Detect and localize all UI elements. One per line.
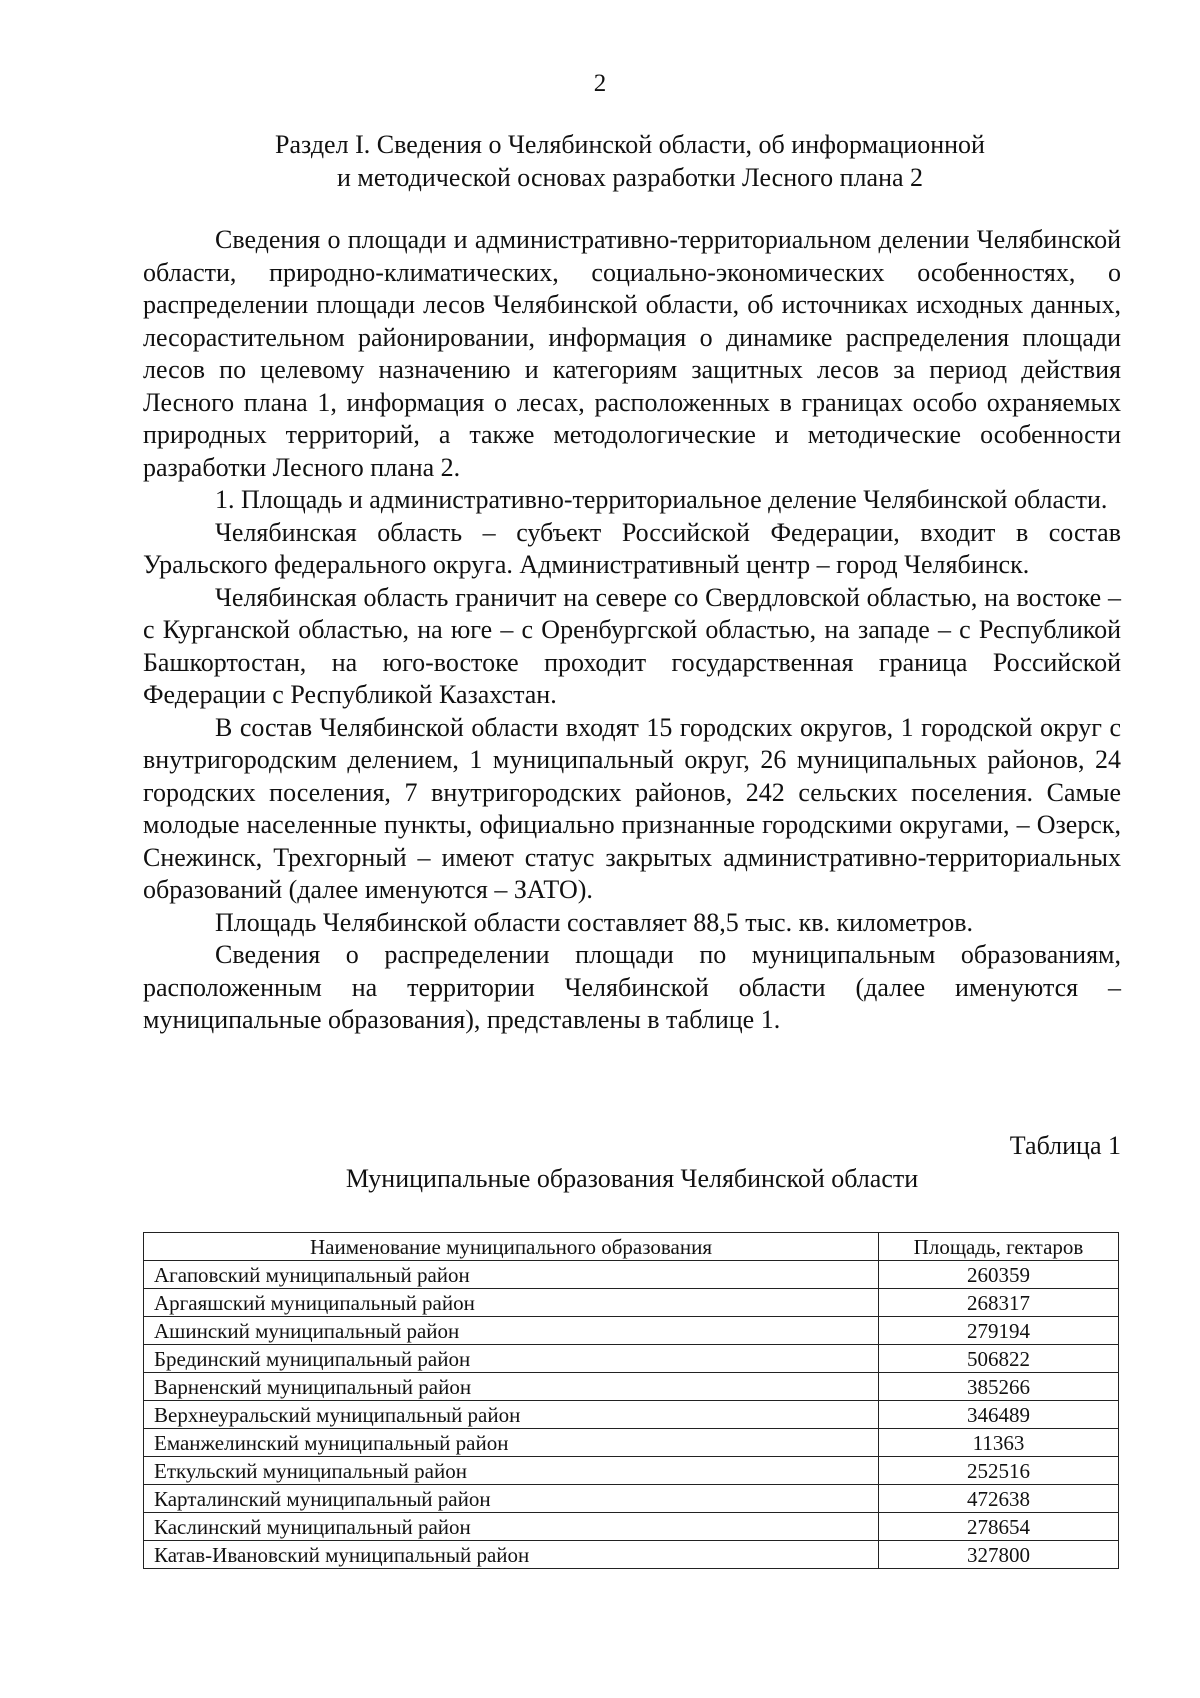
cell-name: Брединский муниципальный район	[144, 1345, 879, 1373]
municipalities-table	[143, 1232, 1119, 1569]
cell-area: 327800	[879, 1541, 1119, 1569]
table-row	[144, 1401, 1119, 1429]
table-row	[144, 1317, 1119, 1345]
table-row	[144, 1261, 1119, 1289]
cell-area: 472638	[879, 1485, 1119, 1513]
table-header-row	[144, 1233, 1119, 1261]
table-row	[144, 1289, 1119, 1317]
table-row	[144, 1485, 1119, 1513]
cell-area: 278654	[879, 1513, 1119, 1541]
table-row	[144, 1429, 1119, 1457]
cell-area: 260359	[879, 1261, 1119, 1289]
municipalities-table-wrapper	[143, 1232, 1119, 1569]
cell-area: 268317	[879, 1289, 1119, 1317]
cell-area: 252516	[879, 1457, 1119, 1485]
cell-area: 506822	[879, 1345, 1119, 1373]
cell-name: Карталинский муниципальный район	[144, 1485, 879, 1513]
cell-name: Катав-Ивановский муниципальный район	[144, 1541, 879, 1569]
paragraph-subsection-heading: 1. Площадь и административно-территориальное деление Челябинской области.	[215, 485, 1108, 514]
table-row	[144, 1541, 1119, 1569]
cell-name: Аргаяшский муниципальный район	[144, 1289, 879, 1317]
cell-area: 11363	[879, 1429, 1119, 1457]
section-title-line-2: и методической основах разработки Лесного плана 2	[336, 163, 924, 192]
section-title	[140, 128, 1120, 194]
cell-name: Ашинский муниципальный район	[144, 1317, 879, 1345]
cell-area: 279194	[879, 1317, 1119, 1345]
cell-name: Еманжелинский муниципальный район	[144, 1429, 879, 1457]
page-number: 2	[593, 70, 607, 97]
header-name: Наименование муниципального образования	[144, 1233, 879, 1261]
cell-name: Агаповский муниципальный район	[144, 1261, 879, 1289]
table-row	[144, 1457, 1119, 1485]
body-text	[143, 224, 1121, 1037]
paragraph-subject: Челябинская область – субъект Российской Федерации, входит в состав Уральского федерального округа. Административный центр – город Челябинск.	[143, 517, 1121, 579]
paragraph-borders: Челябинская область граничит на севере со Свердловской областью, на востоке – с Курганской областью, на юге – с Оренбургской областью, на западе – с Республикой Башкортостан, на юго-востоке проходит государственная граница Российской Федерации с Республикой Казахстан.	[143, 582, 1121, 709]
cell-area: 346489	[879, 1401, 1119, 1429]
cell-name: Варненский муниципальный район	[144, 1373, 879, 1401]
cell-name: Верхнеуральский муниципальный район	[144, 1401, 879, 1429]
header-area: Площадь, гектаров	[879, 1233, 1119, 1261]
table-title: Муниципальные образования Челябинской области	[345, 1164, 919, 1193]
paragraph-intro: Сведения о площади и административно-территориальном делении Челябинской области, природно-климатических, социально-экономических особенностях, о распределении площади лесов Челябинской области, об источниках исходных данных, лесорастительном районировании, информация о динамике распределения площади лесов по целевому назначению и категориям защитных лесов за период действия Лесного плана 1, информация о лесах, расположенных в границах особо охраняемых природных территорий, а также методологические и методические особенности разработки Лесного плана 2.	[143, 225, 1121, 482]
cell-name: Еткульский муниципальный район	[144, 1457, 879, 1485]
paragraph-area: Площадь Челябинской области составляет 88,5 тыс. кв. километров.	[215, 907, 973, 937]
table-label: Таблица 1	[1009, 1131, 1121, 1160]
cell-area: 385266	[879, 1373, 1119, 1401]
section-title-line-1: Раздел I. Сведения о Челябинской области, об информационной	[275, 130, 985, 159]
paragraph-administrative-division: В состав Челябинской области входят 15 городских округов, 1 городской округ с внутригородским делением, 1 муниципальный округ, 26 муниципальных районов, 24 городских поселения, 7 внутригородских районов, 242 сельских поселения. Самые молодые населенные пункты, официально признанные городскими округами, – Озерск, Снежинск, Трехгорный – имеют статус закрытых административно-территориальных образований (далее именуются – ЗАТО).	[143, 712, 1121, 904]
table-row	[144, 1513, 1119, 1541]
table-row	[144, 1345, 1119, 1373]
table-row	[144, 1373, 1119, 1401]
cell-name: Каслинский муниципальный район	[144, 1513, 879, 1541]
paragraph-table-reference: Сведения о распределении площади по муниципальным образованиям, расположенным на территории Челябинской области (далее именуются – муниципальные образования), представлены в таблице 1.	[143, 940, 1121, 1034]
